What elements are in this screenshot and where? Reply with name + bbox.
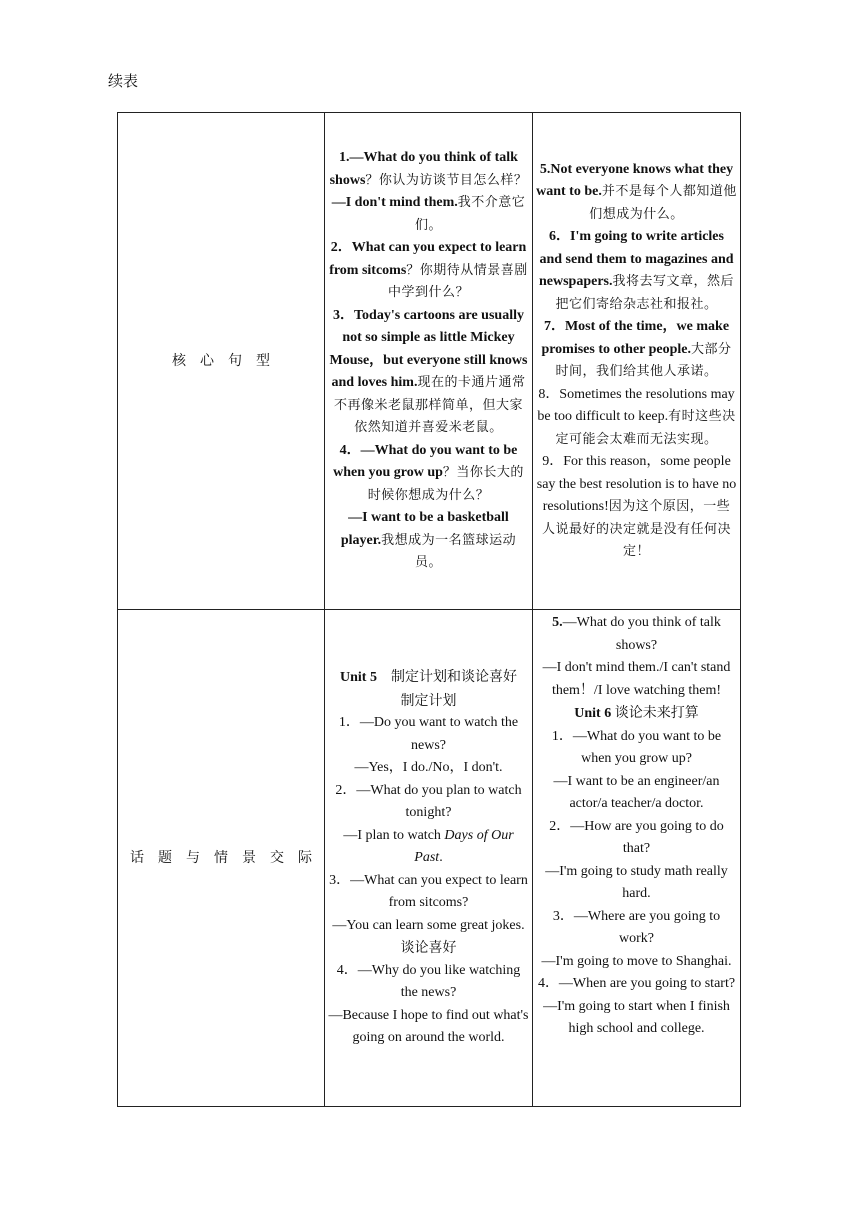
sentence-cn: ？你认为访谈节目怎么样？ — [365, 172, 528, 188]
dialogue-line: —I'm going to move to Shanghai. — [541, 953, 732, 969]
category-label: 核 心 句 型 — [172, 352, 270, 369]
sentence-en: 5.Not everyone knows what they want to be. — [536, 161, 734, 199]
dialogue-line: —I want to be an engineer/an actor/a teacher/a doctor. — [553, 773, 720, 811]
dialogue-line: —Yes，I do./No，I don't. — [354, 760, 503, 776]
topics-col2 — [325, 610, 533, 1107]
subheading-plans: 制定计划 — [400, 692, 457, 709]
category-topics — [118, 610, 325, 1107]
topics-col3 — [533, 610, 741, 1107]
sentence-cn: 有时这些决定可能会太难而无法实现。 — [555, 409, 736, 447]
dialogue-line: 3．—What can you expect to learn from sitcoms? — [329, 872, 528, 911]
sentence-cn: 因为这个原因，一些人说最好的决定就是没有任何决定！ — [541, 499, 731, 559]
sentence-cn: 我想成为一名篮球运动员。 — [381, 532, 517, 571]
core-sentences-col2 — [325, 113, 533, 610]
sentence-cn: ？当你长大的时候你想成为什么？ — [367, 465, 524, 503]
dialogue-line: 2．—What do you plan to watch tonight? — [335, 782, 522, 821]
category-core-sentences — [118, 113, 325, 610]
dialogue-line: —I'm going to start when I finish high school and college. — [543, 998, 730, 1036]
sentence-cn: 我不介意它们。 — [414, 195, 526, 233]
table-row-topics — [118, 610, 741, 1107]
sentence-en: —I want to be a basketball player. — [340, 510, 509, 548]
sentence-en: 4．—What do you want to be when you grow up — [333, 442, 518, 481]
summary-table — [117, 112, 741, 1107]
dialogue-line: —You can learn some great jokes. — [332, 917, 525, 933]
sentence-en: —I don't mind them. — [331, 195, 458, 211]
sentence-cn: 并不是每个人都知道他们想成为什么。 — [589, 184, 737, 222]
dialogue-line: —I don't mind them./I can't stand them！/I love watching them! — [542, 660, 731, 698]
core-sentences-col3 — [533, 113, 741, 610]
sentence-en: 2．What can you expect to learn from sitcoms — [329, 240, 527, 278]
dialogue-line: 5.—What do you think of talk shows? — [552, 615, 721, 653]
dialogue-line: 4．—When are you going to start? — [537, 976, 736, 991]
sentence-en: 6．I'm going to write articles and send them to magazines and newspapers. — [538, 229, 734, 289]
dialogue-line: —I plan to watch Days of Our Past. — [343, 827, 514, 866]
continued-label: 续表 — [108, 72, 139, 90]
sentence-cn: 我将去写文章，然后把它们寄给杂志社和报社。 — [555, 274, 735, 312]
sentence-en: 7．Most of the time，we make promises to other people. — [541, 319, 730, 357]
sentence-en: 8．Sometimes the resolutions may be too difficult to keep. — [537, 386, 735, 424]
unit6-heading: Unit 6 谈论未来打算 — [574, 705, 699, 721]
subheading-preferences: 谈论喜好 — [400, 940, 457, 957]
sentence-en: 3．Today's cartoons are usually not so simple as little Mickey Mouse，but everyone still knows and loves him. — [329, 307, 528, 391]
dialogue-line: —I'm going to study math really hard. — [545, 863, 728, 901]
dialogue-line: 4．—Why do you like watching the news? — [336, 962, 521, 1001]
dialogue-line: —Because I hope to find out what's going on around the world. — [328, 1007, 529, 1046]
sentence-cn: 现在的卡通片通常不再像米老鼠那样简单，但大家依然知道并喜爱米老鼠。 — [333, 375, 526, 436]
sentence-en: 9．For this reason，some people say the best resolution is to have no resolutions! — [536, 454, 737, 514]
dialogue-line: 3．—Where are you going to work? — [552, 908, 721, 946]
table-row-core-sentences — [118, 113, 741, 610]
sentence-cn: ？你期待从情景喜剧中学到什么？ — [387, 262, 528, 301]
dialogue-line: 1．—What do you want to be when you grow up? — [551, 728, 722, 766]
sentence-en: 1.—What do you think of talk shows — [329, 150, 518, 188]
dialogue-line: 1．—Do you want to watch the news? — [338, 715, 519, 753]
dialogue-line: 2．—How are you going to do that? — [549, 818, 724, 856]
category-label: 话 题 与 情 景 交 际 — [130, 849, 312, 866]
unit5-heading: Unit 5 制定计划和谈论喜好 — [340, 669, 517, 686]
sentence-cn: 大部分时间，我们给其他人承诺。 — [555, 341, 732, 379]
